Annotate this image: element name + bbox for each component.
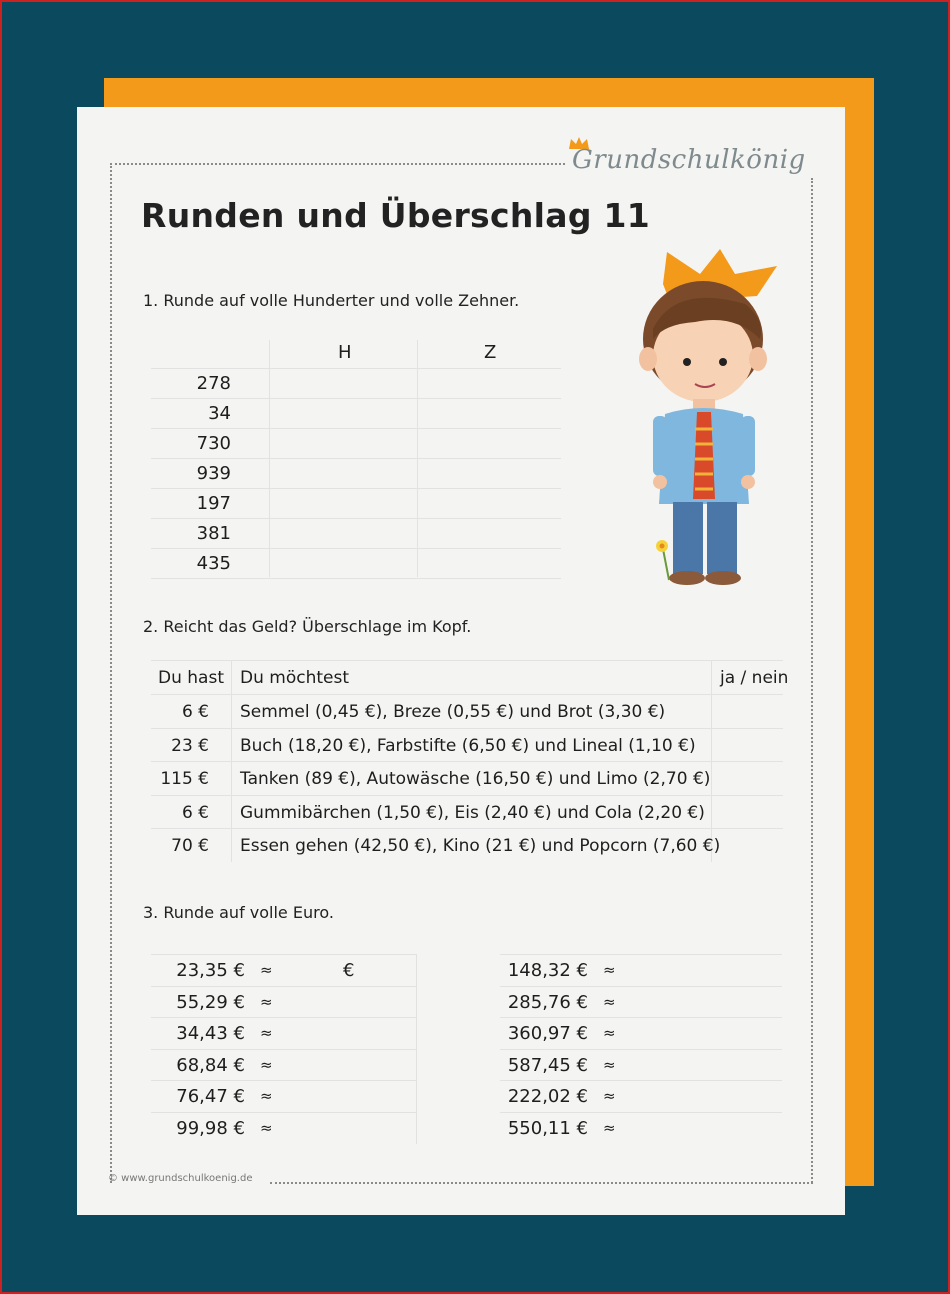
table-row — [151, 761, 783, 795]
approx-sign: ≈ — [260, 1024, 273, 1042]
table-row — [151, 1049, 416, 1081]
dotted-border-top — [110, 163, 565, 165]
amount-cell: 23 € — [171, 735, 209, 756]
approx-sign: ≈ — [603, 1024, 616, 1042]
amount-cell: 6 € — [181, 802, 209, 823]
table-row — [500, 954, 782, 986]
approx-sign: ≈ — [260, 1118, 273, 1137]
column-divider — [416, 954, 417, 1144]
table-row — [151, 986, 416, 1018]
table-row — [151, 428, 561, 459]
approx-sign: ≈ — [603, 961, 616, 979]
euro-amount: 360,97 € — [507, 1023, 588, 1044]
amount-cell: 115 € — [160, 769, 209, 789]
number-cell: 730 — [196, 433, 231, 454]
task1-instruction: 1. Runde auf volle Hunderter und volle Zehner. — [143, 291, 520, 310]
header-tens: Z — [484, 342, 497, 363]
items-cell: Essen gehen (42,50 €), Kino (21 €) und Popcorn (7,60 €) — [240, 836, 721, 856]
approx-sign: ≈ — [260, 1055, 273, 1074]
number-cell: 278 — [196, 373, 231, 394]
task3-instruction: 3. Runde auf volle Euro. — [143, 903, 334, 922]
number-cell: 939 — [196, 463, 231, 484]
table-bottom-rule — [151, 578, 561, 579]
table-row — [151, 548, 561, 579]
header-du-hast: Du hast — [158, 668, 224, 688]
table-row — [500, 1049, 782, 1081]
table-row — [151, 1080, 416, 1112]
approx-sign: ≈ — [603, 1055, 616, 1074]
approx-sign: ≈ — [603, 992, 616, 1011]
table-row — [151, 694, 783, 728]
euro-amount: 99,98 € — [176, 1117, 245, 1139]
items-cell: Tanken (89 €), Autowäsche (16,50 €) und Limo (2,70 €) — [240, 769, 711, 789]
table-row — [151, 954, 416, 986]
table-header-row — [151, 660, 789, 694]
number-cell: 34 — [208, 403, 231, 424]
approx-sign: ≈ — [260, 1087, 273, 1105]
euro-amount: 76,47 € — [176, 1086, 245, 1107]
table-row — [151, 728, 783, 762]
table-row — [500, 1080, 782, 1112]
boy-with-crown-illustration — [625, 244, 785, 589]
number-cell: 381 — [196, 523, 231, 544]
header-hundreds: H — [338, 342, 352, 363]
euro-amount: 34,43 € — [176, 1023, 245, 1044]
euro-amount: 55,29 € — [176, 991, 245, 1013]
approx-sign: ≈ — [603, 1118, 616, 1137]
page-title: Runden und Überschlag 11 — [141, 196, 651, 235]
approx-sign: ≈ — [260, 992, 273, 1011]
items-cell: Semmel (0,45 €), Breze (0,55 €) und Brot (3,30 €) — [240, 702, 666, 722]
amount-cell: 6 € — [181, 702, 209, 722]
table-row — [151, 458, 561, 489]
dotted-border-bottom — [270, 1182, 813, 1184]
example-euro-unit: € — [343, 960, 355, 981]
amount-cell: 70 € — [171, 836, 209, 856]
footer-copyright: © www.grundschulkoenig.de — [108, 1173, 253, 1184]
table-row — [151, 1112, 416, 1144]
task2-instruction: 2. Reicht das Geld? Überschlage im Kopf. — [143, 617, 472, 636]
table-row — [151, 1017, 416, 1049]
items-cell: Buch (18,20 €), Farbstifte (6,50 €) und Lineal (1,10 €) — [240, 735, 696, 756]
brand-logo: Grundschulkönig — [572, 145, 806, 175]
euro-amount: 68,84 € — [176, 1054, 245, 1076]
dotted-border-left — [110, 163, 112, 1183]
header-du-moechtest: Du möchtest — [240, 668, 349, 688]
header-ja-nein: ja / nein — [720, 668, 789, 688]
euro-amount: 285,76 € — [507, 991, 588, 1013]
table-row — [500, 986, 782, 1018]
number-cell: 435 — [196, 553, 231, 574]
euro-amount: 587,45 € — [507, 1054, 588, 1076]
approx-sign: ≈ — [603, 1087, 616, 1105]
euro-amount: 550,11 € — [507, 1117, 588, 1139]
table-row — [151, 795, 783, 829]
euro-amount: 148,32 € — [507, 960, 588, 981]
table-row — [151, 828, 783, 862]
items-cell: Gummibärchen (1,50 €), Eis (2,40 €) und Cola (2,20 €) — [240, 802, 705, 823]
table-row — [151, 488, 561, 519]
table-row — [151, 398, 561, 429]
euro-amount: 222,02 € — [507, 1086, 588, 1107]
table-row — [151, 518, 561, 549]
table-row — [500, 1112, 782, 1144]
dotted-border-right — [811, 178, 813, 1183]
approx-sign: ≈ — [260, 961, 273, 979]
table-row — [500, 1017, 782, 1049]
table-row — [151, 368, 561, 399]
number-cell: 197 — [196, 493, 231, 514]
euro-amount: 23,35 € — [176, 960, 245, 981]
